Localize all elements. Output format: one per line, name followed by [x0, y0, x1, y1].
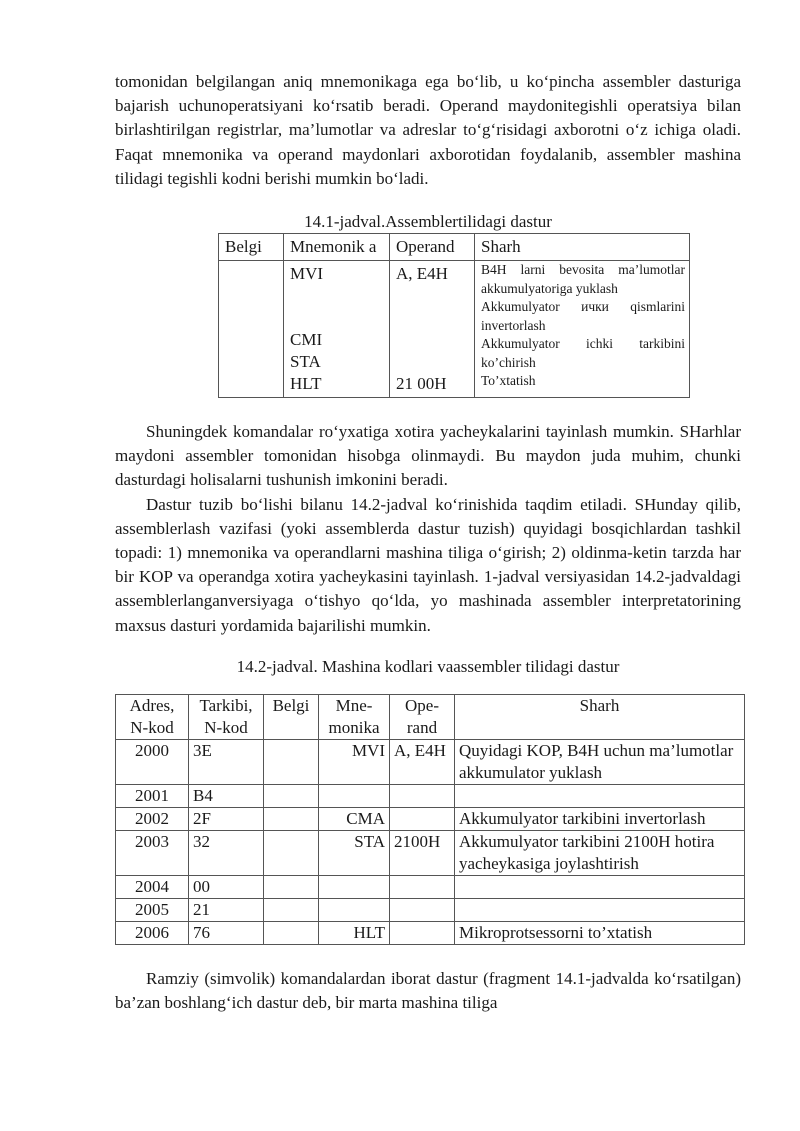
table-14-1 [218, 233, 690, 398]
paragraph-comments: Shuningdek komandalar ro‘yxatiga xotira yacheykalarini tayinlash mumkin. SHarhlar maydoni assembler tomonidan hisobga olinmaydi. Bu maydon juda muhim, chunki dasturdagi holisalarni tushunish imkonini beradi. [115, 422, 741, 490]
table1-header-cell: Operand [390, 234, 475, 261]
content-cell: 2F [189, 807, 264, 830]
comment-line: Akkumulyator ichki tarkibini ko’chirish [481, 336, 685, 370]
operand-cell: 2100H [390, 830, 455, 875]
content-cell: 76 [189, 921, 264, 944]
table2-header-cell: Tarkibi, N-kod [189, 694, 264, 739]
table2-header-row [116, 694, 745, 739]
mnemonic-line: HLT [290, 374, 322, 394]
table-row [116, 784, 745, 807]
mnemonic-cell [319, 898, 390, 921]
paragraph-symbolic: Ramziy (simvolik) komandalardan iborat dastur (fragment 14.1-jadvalda ko‘rsatilgan) ba’zan boshlang‘ich dastur deb, bir marta mashina tiliga [115, 968, 741, 1013]
table1-body-row [219, 261, 690, 398]
content-cell: B4 [189, 784, 264, 807]
addr-cell: 2003 [116, 830, 189, 875]
comment-cell: Akkumulyator tarkibini invertorlash [455, 807, 745, 830]
table-row [116, 875, 745, 898]
table-row [116, 807, 745, 830]
operand-line: 21 00H [396, 374, 447, 394]
table-row [116, 739, 745, 784]
operand-cell: A, E4H [390, 739, 455, 784]
content-cell: 32 [189, 830, 264, 875]
addr-cell: 2002 [116, 807, 189, 830]
mnemonic-line: MVI [290, 264, 324, 284]
paragraph-intro: tomonidan belgilangan aniq mnemonikaga ega bo‘lib, u ko‘pincha assembler dasturiga bajarish uchunoperatsiyani ko‘rsatib beradi. Operand maydonitegishli operatsiya bilan birlashtirilgan registrlar, ma’lumotlar va adreslar to‘g‘risidagi axborotni o‘z ichiga oladi. Faqat mnemonika va operand maydonlari axborotidan foydalanib, assembler mashina tilidagi tegishli kodni berishi mumkin bo‘ladi. [115, 72, 741, 188]
comment-cell [455, 875, 745, 898]
table2-header-cell: Belgi [264, 694, 319, 739]
mnemonic-cell: STA [319, 830, 390, 875]
comment-cell: Mikroprotsessorni to’xtatish [455, 921, 745, 944]
label-cell [264, 830, 319, 875]
mnemonic-cell: CMA [319, 807, 390, 830]
table2-header-cell: Ope- rand [390, 694, 455, 739]
addr-cell: 2004 [116, 875, 189, 898]
label-cell [264, 921, 319, 944]
label-cell [264, 875, 319, 898]
content-cell: 3E [189, 739, 264, 784]
table-14-2 [115, 694, 745, 945]
operand-cell [390, 921, 455, 944]
table-row [116, 830, 745, 875]
addr-cell: 2005 [116, 898, 189, 921]
table1-operand-cell [390, 261, 475, 398]
mnemonic-cell: HLT [319, 921, 390, 944]
mnemonic-cell [319, 875, 390, 898]
label-cell [264, 784, 319, 807]
operand-line: A, E4H [396, 264, 448, 284]
content-cell: 00 [189, 875, 264, 898]
addr-cell: 2001 [116, 784, 189, 807]
table2-header-cell: Adres, N-kod [116, 694, 189, 739]
comment-line: B4H larni bevosita ma’lumotlar akkumulyatoriga yuklash [481, 262, 685, 296]
content-cell: 21 [189, 898, 264, 921]
table-row [116, 921, 745, 944]
comment-cell: Quyidagi KOP, B4H uchun ma’lumotlar akkumulator yuklash [455, 739, 745, 784]
operand-cell [390, 875, 455, 898]
table-row [116, 898, 745, 921]
comment-line: To’xtatish [481, 373, 536, 389]
table1-mnemonic-cell [284, 261, 390, 398]
operand-cell [390, 898, 455, 921]
label-cell [264, 898, 319, 921]
operand-cell [390, 807, 455, 830]
mnemonic-line: STA [290, 352, 321, 372]
label-cell [264, 807, 319, 830]
comment-cell: Akkumulyator tarkibini 2100H hotira yacheykasiga joylashtirish [455, 830, 745, 875]
addr-cell: 2006 [116, 921, 189, 944]
mnemonic-line [290, 307, 383, 329]
table1-header-row [219, 234, 690, 261]
table1-header-cell: Sharh [475, 234, 690, 261]
comment-line: Akkumulyator ички qismlarini invertorlash [481, 299, 685, 333]
mnemonic-cell: MVI [319, 739, 390, 784]
mnemonic-cell [319, 784, 390, 807]
table1-header-cell: Belgi [219, 234, 284, 261]
table1-header-cell: Mnemonik a [284, 234, 390, 261]
document-page [115, 70, 741, 1015]
table1-comment-cell [475, 261, 690, 398]
label-cell [264, 739, 319, 784]
paragraph-assembly: Dastur tuzib bo‘lishi bilanu 14.2-jadval ko‘rinishida taqdim etiladi. SHunday qilib, assemblerlash vazifasi (yoki assemblerda dastur tuzish) quyidagi bosqichlardan tashkil topadi: 1) mnemonika va operandlarni mashina tiliga o‘girish; 2) oldinma-ketin tarzda har bir KOP va operandga xotira yacheykasini tayinlash. 1-jadval versiyasidan 14.2-jadvaldagi assemblerlanganversiyaga o‘tishyo qo‘lda, yo mashinada assembler interpretatorining maxsus dasturi yordamida bajarilishi mumkin. [115, 494, 741, 635]
table1-label-cell [219, 261, 284, 398]
addr-cell: 2000 [116, 739, 189, 784]
table2-header-cell: Mne- monika [319, 694, 390, 739]
mnemonic-line: CMI [290, 330, 323, 350]
table2-caption: 14.2-jadval. Mashina kodlari vaassembler tilidagi dastur [236, 656, 620, 676]
comment-cell [455, 784, 745, 807]
mnemonic-line [290, 285, 383, 307]
operand-cell [390, 784, 455, 807]
comment-cell [455, 898, 745, 921]
table2-header-cell: Sharh [455, 694, 745, 739]
table1-caption: 14.1-jadval.Assemblertilidagi dastur [304, 212, 552, 232]
